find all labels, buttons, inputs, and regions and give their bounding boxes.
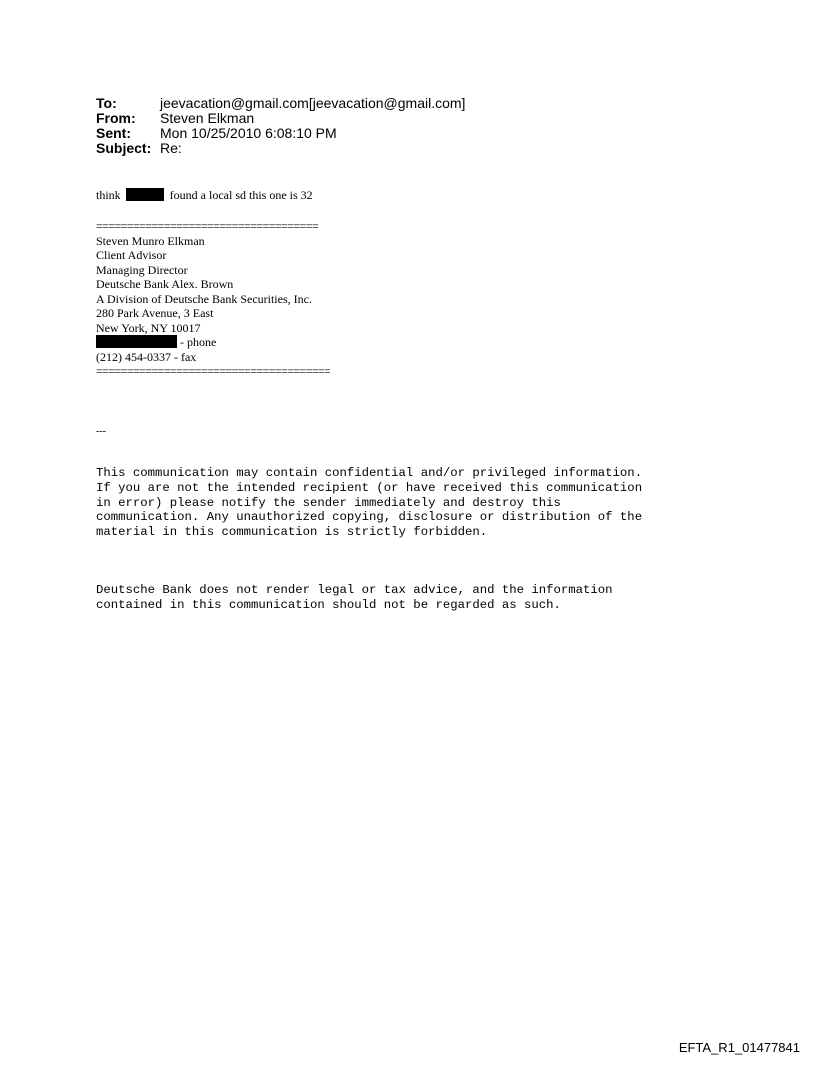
to-label: To: — [96, 95, 117, 111]
subject-value: Re: — [160, 140, 182, 156]
disclaimer-paragraph-confidential: This communication may contain confidential and/or privileged information. If you are not the intended recipient (or have received this communication in error) please notify the sender immediately and destroy this communication. Any unauthorized copying, disclosure or distribution of the material in this communication is strictly forbidden. — [96, 466, 643, 539]
from-row — [96, 111, 465, 126]
signature-phone-line — [96, 335, 330, 350]
from-label: From: — [96, 110, 136, 126]
signature-title: Managing Director — [96, 262, 188, 277]
signature-role: Client Advisor — [96, 248, 167, 262]
signature-name: Steven Munro Elkman — [96, 233, 205, 248]
to-value: jeevacation@gmail.com[jeevacation@gmail.com] — [160, 95, 466, 111]
subject-label: Subject: — [96, 140, 152, 156]
signature-fax: (212) 454-0337 - fax — [96, 349, 197, 364]
email-header — [96, 96, 465, 156]
signature-divider-bottom: ====================================== — [96, 364, 331, 378]
sent-label: Sent: — [96, 125, 131, 141]
sent-row — [96, 126, 465, 141]
disclaimer-paragraph-advice: Deutsche Bank does not render legal or tax advice, and the information contained in this communication should not be regarded as such. — [96, 583, 613, 612]
disclaimer-block — [96, 398, 642, 642]
redaction-box — [126, 188, 164, 201]
phone-suffix: - phone — [177, 335, 217, 349]
sent-value: Mon 10/25/2010 6:08:10 PM — [160, 125, 337, 141]
subject-row — [96, 141, 465, 156]
from-value: Steven Elkman — [160, 110, 255, 126]
signature-address: 280 Park Avenue, 3 East — [96, 306, 214, 320]
disclaimer-separator: --- — [96, 426, 106, 438]
document-id: EFTA_R1_01477841 — [678, 1040, 800, 1055]
message-text-before: think — [96, 188, 121, 202]
message-body — [96, 188, 313, 202]
signature-division: A Division of Deutsche Bank Securities, Inc. — [96, 291, 312, 306]
redaction-box — [96, 335, 177, 348]
signature-company: Deutsche Bank Alex. Brown — [96, 277, 234, 291]
to-row — [96, 96, 465, 111]
signature-divider-top: ==================================== — [96, 219, 319, 233]
message-text-after: found a local sd this one is 32 — [169, 188, 313, 202]
signature-city: New York, NY 10017 — [96, 320, 201, 335]
signature-block — [96, 219, 330, 379]
